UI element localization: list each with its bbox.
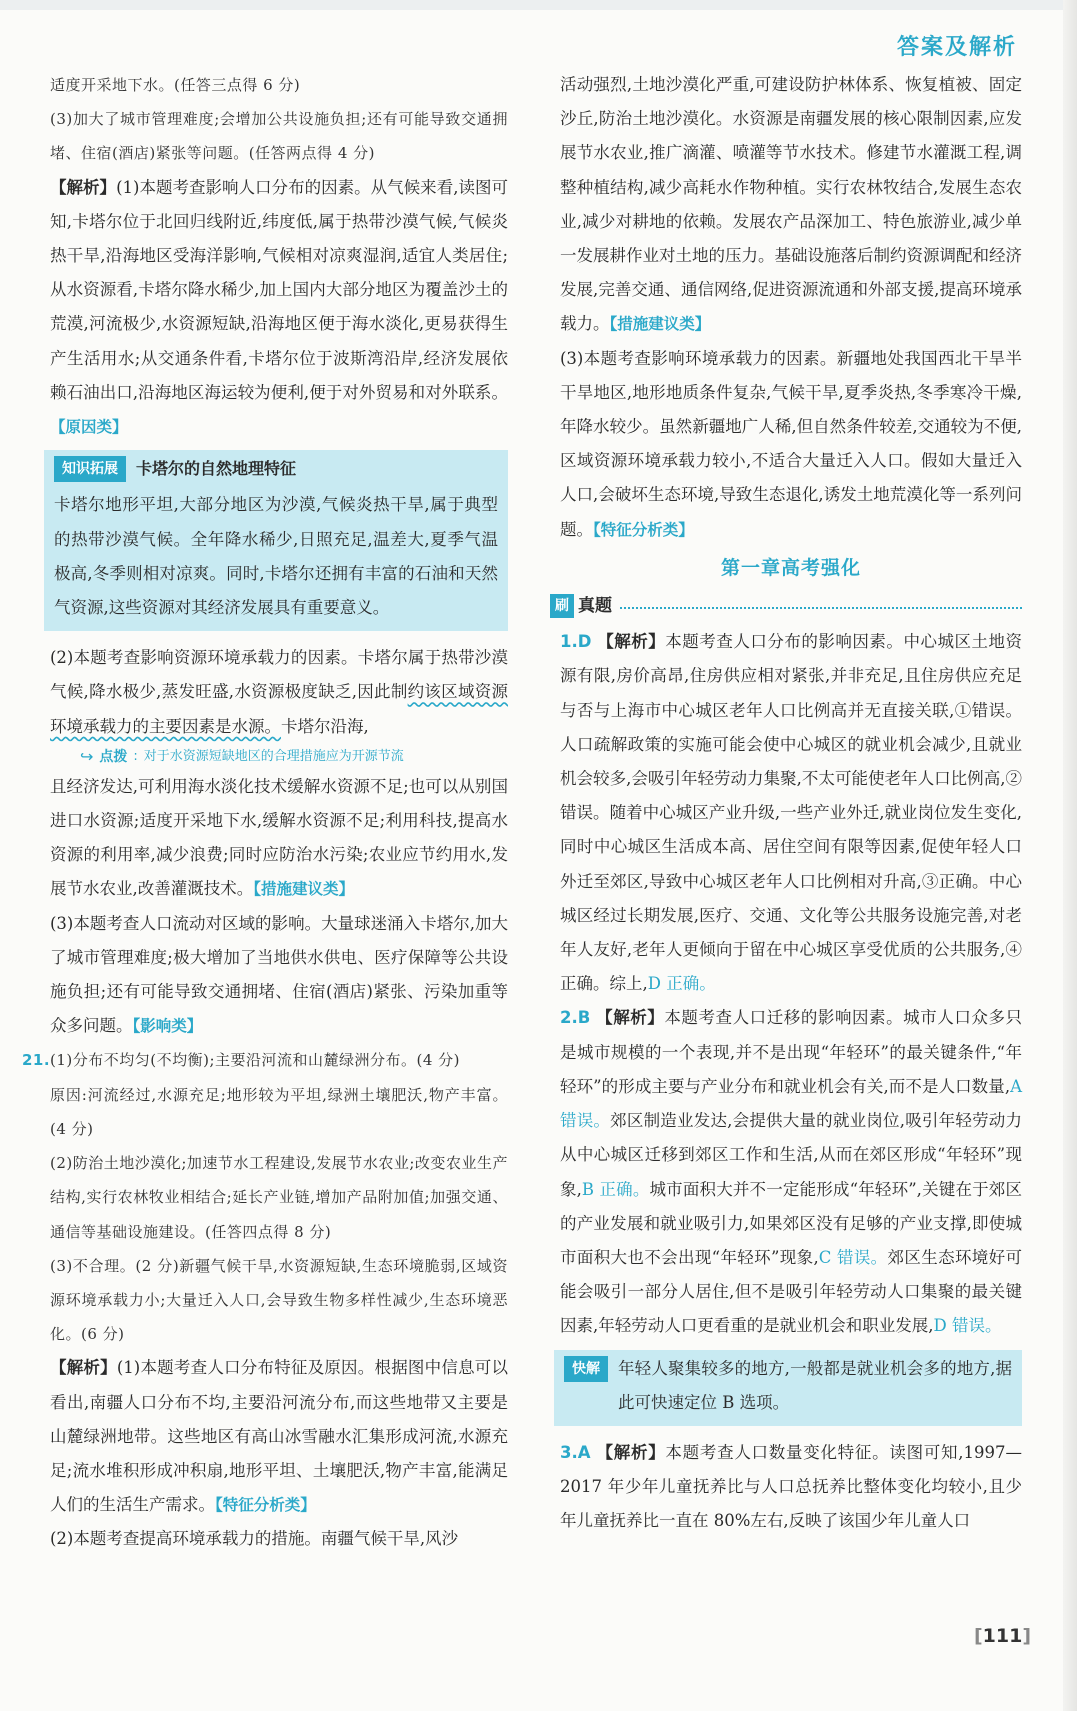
analysis-label: 【解析】 [597, 632, 666, 652]
analysis-paragraph-2b [50, 770, 508, 907]
category-tag: 【特征分析类】 [215, 1496, 316, 1515]
analysis-paragraph-2 [50, 641, 508, 744]
category-tag: 【措施建议类】 [609, 315, 711, 334]
question-number: 3.A [560, 1442, 591, 1462]
answer-line: 适度开采地下水。(任答三点得 6 分) [50, 76, 301, 94]
right-column [555, 68, 1023, 1539]
box-label: 知识拓展 [54, 456, 126, 482]
top-edge [0, 0, 1077, 10]
tip-text: 对于水资源短缺地区的合理措施应为开源节流 [143, 748, 404, 764]
category-tag: 【特征分析类】 [593, 520, 694, 539]
q21-analysis-2: (2)本题考查提高环境承载力的措施。南疆气候干旱,风沙 [50, 1529, 459, 1549]
q21-analysis [50, 1351, 508, 1522]
category-tag: 【影响类】 [132, 1017, 203, 1036]
q3-text: 本题考查人口数量变化特征。读图可知,1997—2017 年少年儿童抚养比与人口总抚养比整体变化均较小,且少年儿童抚养比一直在 80%左右,反映了该国少年儿童人口 [560, 1442, 1022, 1531]
quick-solution-label: 快解 [564, 1356, 608, 1382]
curved-arrow-icon: ↪ [80, 746, 94, 766]
q1-text: 本题考查人口分布的影响因素。中心城区土地资源有限,房价高昂,住房供应相对紧张,并非充足,且住房供应充足与否与上海市中心城区老年人口比例高并无直接关联,①错误。人口疏解政策的实施可能会使中心城区的就业机会减少,且就业机会较多,会吸引年轻劳动力集聚,不太可能使老年人口比例高,②错误。随着中心城区产业升级,一些产业外迁,就业岗位发生变化,同时中心城区生活成本高、居住空间有限等因素,促使年轻人口外迁至郊区,导致中心城区老年人口比例相对升高,③正确。中心城区经过长期发展,医疗、交通、文化等公共服务设施完善,对老年人友好,老年人更倾向于留在中心城区享受优质的公共服务,④正确。综上, [560, 632, 1023, 994]
tip-note: ↪ 点拨 : 对于水资源短缺地区的合理措施应为开源节流 [80, 744, 508, 770]
p3-text: (3)本题考查人口流动对区域的影响。大量球迷涌入卡塔尔,加大了城市管理难度;极大增加了当地供水供电、医疗保障等公共设施负担;还有可能导致交通拥堵、住宿(酒店)紧张、污染加重等众多问题。 [50, 913, 508, 1036]
analysis-label: 【解析】 [596, 1442, 666, 1462]
header-title: 答案及解析 [896, 35, 1017, 60]
box-title: 卡塔尔的自然地理特征 [136, 459, 297, 479]
p2-text-d: 且经济发达,可利用海水淡化技术缓解水资源不足;也可以从别国进口水资源;适度开采地下水,缓解水资源不足;利用科技,提高水资源的利用率,减少浪费;同时应防治水污染;农业应节约用水,发展节水农业,改善灌溉技术。 [50, 776, 508, 899]
q21-part-1 [22, 1043, 508, 1077]
real-questions-label: 真题 [578, 596, 612, 617]
r1-text: 活动强烈,土地沙漠化严重,可建设防护林体系、恢复植被、固定沙丘,防治土地沙漠化。水资源是南疆发展的核心限制因素,应发展节水农业,推广滴灌、喷灌等节水技术。修建节水灌溉工程,调整种植结构,减少高耗水作物种植。实行农林牧结合,发展生态农业,减少对耕地的依赖。发展农产品深加工、特色旅游业,减少单一发展耕作业对土地的压力。基础设施落后制约资源调配和经济发展,完善交通、通信网络,促进资源流通和外部支援,提高环境承载力。 [560, 75, 1022, 334]
p2-highlight: 约该区域资源环境承载力的主要因素是水源。 [50, 682, 509, 736]
analysis-text: (1)本题考查人口分布特征及原因。根据图中信息可以看出,南疆人口分布不均,主要沿河流分布,而这些地带又主要是山麓绿洲地带。这些地区有高山冰雪融水汇集形成河流,水源充足;流水堆积形成冲积扇,地形平坦、土壤肥沃,物产丰富,能满足人们的生活生产需求。 [50, 1358, 509, 1515]
quick-solution-text: 年轻人聚集较多的地方,一般都是就业机会多的地方,据此可快速定位 B 选项。 [618, 1358, 1012, 1412]
question-number: 2.B [560, 1008, 591, 1028]
page-number: [111] [973, 1625, 1031, 1647]
analysis-label: 【解析】 [50, 177, 117, 197]
question-number: 21. [22, 1051, 51, 1070]
p2-text-c: 卡塔尔沿海, [281, 716, 369, 736]
q2-text-c: 城市面积大并不一定能形成“年轻环”,关键在于郊区的产业发展和就业吸引力,如果郊区没有足够的产业支撑,即使城市面积大也不会出现“年轻环”现象, [560, 1179, 1022, 1267]
r-paragraph-1 [560, 68, 1022, 342]
q3-analysis [560, 1436, 1022, 1539]
r2-text: (3)本题考查影响环境承载力的因素。新疆地处我国西北干旱半干旱地区,地形地质条件复杂,气候干旱,夏季炎热,冬季寒冷干燥,年降水较少。虽然新疆地广人稀,但自然条件较差,交通较为不便,区域资源环境承载力较小,不适合大量迁入人口。假如大量迁入人口,会破坏生态环境,导致生态退化,诱发土地荒漠化等一系列问题。 [560, 348, 1022, 539]
analysis-label: 【解析】 [50, 1358, 117, 1378]
q2-text-a: 本题考查人口迁移的影响因素。城市人口众多只是城市规模的一个表现,并不是出现“年轻环”的最关键条件,“年轻环”的形成主要与产业分布和就业机会有关,而不是人口数量, [560, 1008, 1023, 1096]
dotted-divider [620, 607, 1022, 609]
section-title: 第一章高考强化 [720, 556, 861, 579]
question-number: 1.D [560, 632, 592, 652]
answer-highlight: C 错误。 [818, 1247, 888, 1267]
q2-text-b: 郊区制造业发达,会提供大量的就业岗位,吸引年轻劳动力从中心城区迁移到郊区工作和生活,从而在郊区形成“年轻环”现象, [560, 1111, 1023, 1199]
p2-text-a: (2)本题考查影响资源环境承载力的因素。卡塔尔属于热带沙漠气候,降水极少,蒸发旺盛,水资源极度缺乏,因此制 [50, 648, 508, 702]
q2-text-d: 郊区生态环境好可能会吸引一部分人居住,但不是吸引年轻劳动人口集聚的最关键因素,年轻劳动人口更看重的是就业机会和职业发展, [560, 1247, 1022, 1336]
r-paragraph-2 [560, 342, 1022, 547]
analysis-text: (1)本题考查影响人口分布的因素。从气候来看,读图可知,卡塔尔位于北回归线附近,纬度低,属于热带沙漠气候,气候炎热干旱,沿海地区受海洋影响,气候相对凉爽湿润,适宜人类居住;从水资源看,卡塔尔降水稀少,加上国内大部分地区为覆盖沙土的荒漠,河流极少,水资源短缺,沿海地区便于海水淡化,更易获得生产生活用水;从交通条件看,卡塔尔位于波斯湾沿岸,经济发展依赖石油出口,沿海地区海运较为便利,便于对外贸易和对外联系。 [50, 177, 508, 402]
category-tag: 【措施建议类】 [253, 880, 355, 899]
page-edge-shadow [1063, 0, 1077, 1711]
box-header [54, 452, 498, 486]
answer-highlight: B 正确。 [581, 1179, 650, 1199]
page-number-value: 111 [982, 1625, 1023, 1647]
analysis-paragraph [50, 171, 508, 445]
answer-highlight: D 错误。 [933, 1316, 1002, 1336]
q2-analysis [560, 1001, 1022, 1343]
q21-part-3: (3)不合理。(2 分)新疆气候干旱,水资源短缺,生态环境脆弱,区域资源环境承载力小;大量迁入人口,会导致生物多样性减少,生态环境恶化。(6 分) [50, 1256, 508, 1344]
answer-highlight: D 正确。 [647, 974, 716, 994]
analysis-label: 【解析】 [596, 1008, 665, 1028]
category-tag: 【原因类】 [50, 418, 128, 437]
analysis-paragraph-3 [50, 907, 508, 1044]
q1-analysis [560, 625, 1022, 1001]
brush-badge-icon: 刷 [550, 594, 574, 618]
quick-solution-box [554, 1350, 1022, 1426]
q21-part-1b: 原因:河流经过,水源充足;地形较为平坦,绿洲土壤肥沃,物产丰富。(4 分) [50, 1085, 508, 1138]
box-text: 卡塔尔地形平坦,大部分地区为沙漠,气候炎热干旱,属于典型的热带沙漠气候。全年降水稀少,日照充足,温差大,夏季气温极高,冬季则相对凉爽。同时,卡塔尔还拥有丰富的石油和天然气资源,这些资源对其经济发展具有重要意义。 [54, 495, 498, 618]
real-questions-header [550, 589, 1022, 623]
answer-highlight: A 错误。 [560, 1076, 1022, 1131]
q21-answer-1: (1)分布不均匀(不均衡);主要沿河流和山麓绿洲分布。(4 分) [50, 1051, 461, 1070]
knowledge-extension-box [44, 450, 508, 631]
q21-part-2: (2)防治土地沙漠化;加速节水工程建设,发展节水农业;改变农业生产结构,实行农林牧业相结合;延长产业链,增加产品附加值;加强交通、通信等基础设施建设。(任答四点得 8 分) [50, 1154, 508, 1241]
answer-part-3: (3)加大了城市管理难度;会增加公共设施负担;还有可能导致交通拥堵、住宿(酒店)紧张等问题。(任答两点得 4 分) [50, 110, 508, 163]
left-column [22, 68, 509, 1557]
tip-label: 点拨 [99, 748, 128, 765]
